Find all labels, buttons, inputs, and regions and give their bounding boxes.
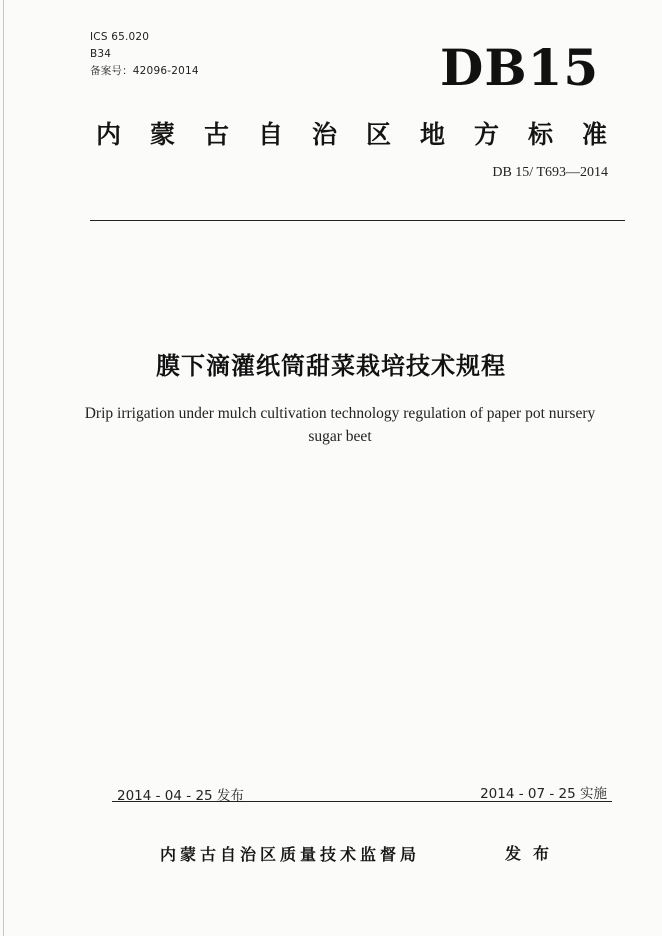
authority-title: 内蒙古自治区地方标准 bbox=[96, 120, 637, 149]
english-title-line-1: Drip irrigation under mulch cultivation technology regulation of paper pot nursery bbox=[84, 405, 596, 422]
filing-number: 备案号：42096-2014 bbox=[90, 65, 199, 77]
ics-code: ICS 65.020 bbox=[90, 31, 150, 43]
scan-edge-line bbox=[3, 0, 4, 936]
implementation-date: 2014 - 07 - 25 实施 bbox=[480, 786, 607, 802]
standard-code: DB15 bbox=[440, 38, 600, 97]
header-meta bbox=[90, 29, 199, 80]
ccs-code: B34 bbox=[90, 48, 112, 60]
issue-date: 2014 - 04 - 25 发布 bbox=[117, 788, 244, 804]
publish-label: 发布 bbox=[505, 844, 562, 863]
english-title-line-2: sugar beet bbox=[308, 428, 372, 445]
document-title-chinese: 膜下滴灌纸筒甜菜栽培技术规程 bbox=[156, 352, 506, 380]
header-rule bbox=[90, 220, 625, 221]
standard-number: DB 15/ T693—2014 bbox=[492, 165, 608, 180]
document-title-english bbox=[70, 402, 610, 448]
publisher-name: 内蒙古自治区质量技术监督局 bbox=[160, 845, 421, 864]
footer-rule bbox=[112, 801, 612, 802]
